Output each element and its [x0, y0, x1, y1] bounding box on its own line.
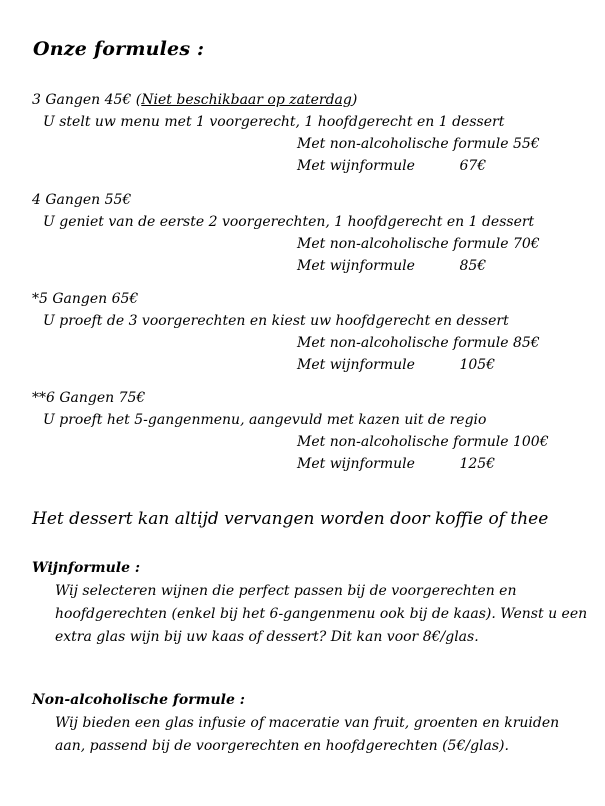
wine-option [32, 255, 592, 277]
wine-option [32, 453, 592, 475]
formula-4-gangen [32, 189, 592, 277]
formula-name: 4 Gangen 55€ [32, 192, 132, 208]
non-alcoholic-section-text: Wij bieden een glas infusie of maceratie van fruit, groenten en kruiden aan, passend bij de voorgerechten en hoofdgerechten (5€/glas). [55, 715, 560, 754]
wine-price: 67€ [459, 158, 487, 174]
non-alcoholic-option [32, 233, 592, 255]
wine-option [32, 354, 592, 376]
formula-note-text: Niet beschikbaar op zaterdag [141, 92, 352, 108]
formula-description: U proeft het 5-gangenmenu, aangevuld met kazen uit de regio [43, 412, 487, 428]
non-alcoholic-label: Met non-alcoholische formule [297, 236, 509, 252]
formula-note: (Niet beschikbaar op zaterdag) [135, 92, 358, 108]
wine-label: Met wijnformule [297, 158, 415, 174]
non-alcoholic-section [32, 689, 592, 758]
non-alcoholic-option [32, 431, 592, 453]
wine-option [32, 155, 592, 177]
non-alcoholic-option [32, 133, 592, 155]
non-alcoholic-option [32, 332, 592, 354]
formula-6-gangen [32, 387, 592, 475]
non-alcoholic-label: Met non-alcoholische formule [297, 136, 509, 152]
wine-label: Met wijnformule [297, 258, 415, 274]
non-alcoholic-price: 70€ [512, 236, 540, 252]
non-alcoholic-label: Met non-alcoholische formule [297, 335, 509, 351]
wine-section-heading: Wijnformule : [32, 560, 141, 576]
formula-name: 3 Gangen 45€ [32, 92, 132, 108]
wine-price: 105€ [459, 357, 496, 373]
formula-heading [32, 387, 592, 409]
formula-description: U proeft de 3 voorgerechten en kiest uw hoofdgerecht en dessert [43, 313, 509, 329]
formula-heading [32, 89, 592, 111]
non-alcoholic-price: 85€ [512, 335, 540, 351]
formula-5-gangen [32, 288, 592, 376]
dessert-note: Het dessert kan altijd vervangen worden door koffie of thee [32, 509, 549, 529]
non-alcoholic-price: 100€ [512, 434, 549, 450]
wine-price: 85€ [459, 258, 487, 274]
formula-description: U stelt uw menu met 1 voorgerecht, 1 hoofdgerecht en 1 dessert [43, 114, 505, 130]
non-alcoholic-label: Met non-alcoholische formule [297, 434, 509, 450]
wine-price: 125€ [459, 456, 496, 472]
formula-heading [32, 288, 592, 310]
wine-label: Met wijnformule [297, 357, 415, 373]
formula-3-gangen [32, 89, 592, 177]
wine-label: Met wijnformule [297, 456, 415, 472]
page-title: Onze formules : [33, 38, 205, 60]
non-alcoholic-price: 55€ [512, 136, 540, 152]
formula-name: **6 Gangen 75€ [32, 390, 146, 406]
non-alcoholic-section-heading: Non-alcoholische formule : [32, 692, 245, 708]
wine-section-text: Wij selecteren wijnen die perfect passen bij de voorgerechten en hoofdgerechten (enkel bij het 6-gangenmenu ook bij de kaas). Wenst u een extra glas wijn bij uw kaas of dessert? Dit kan voor 8€/glas. [55, 583, 588, 645]
wine-section [32, 557, 592, 649]
formula-name: *5 Gangen 65€ [32, 291, 139, 307]
formula-description: U geniet van de eerste 2 voorgerechten, 1 hoofdgerecht en 1 dessert [43, 214, 535, 230]
formula-heading [32, 189, 592, 211]
